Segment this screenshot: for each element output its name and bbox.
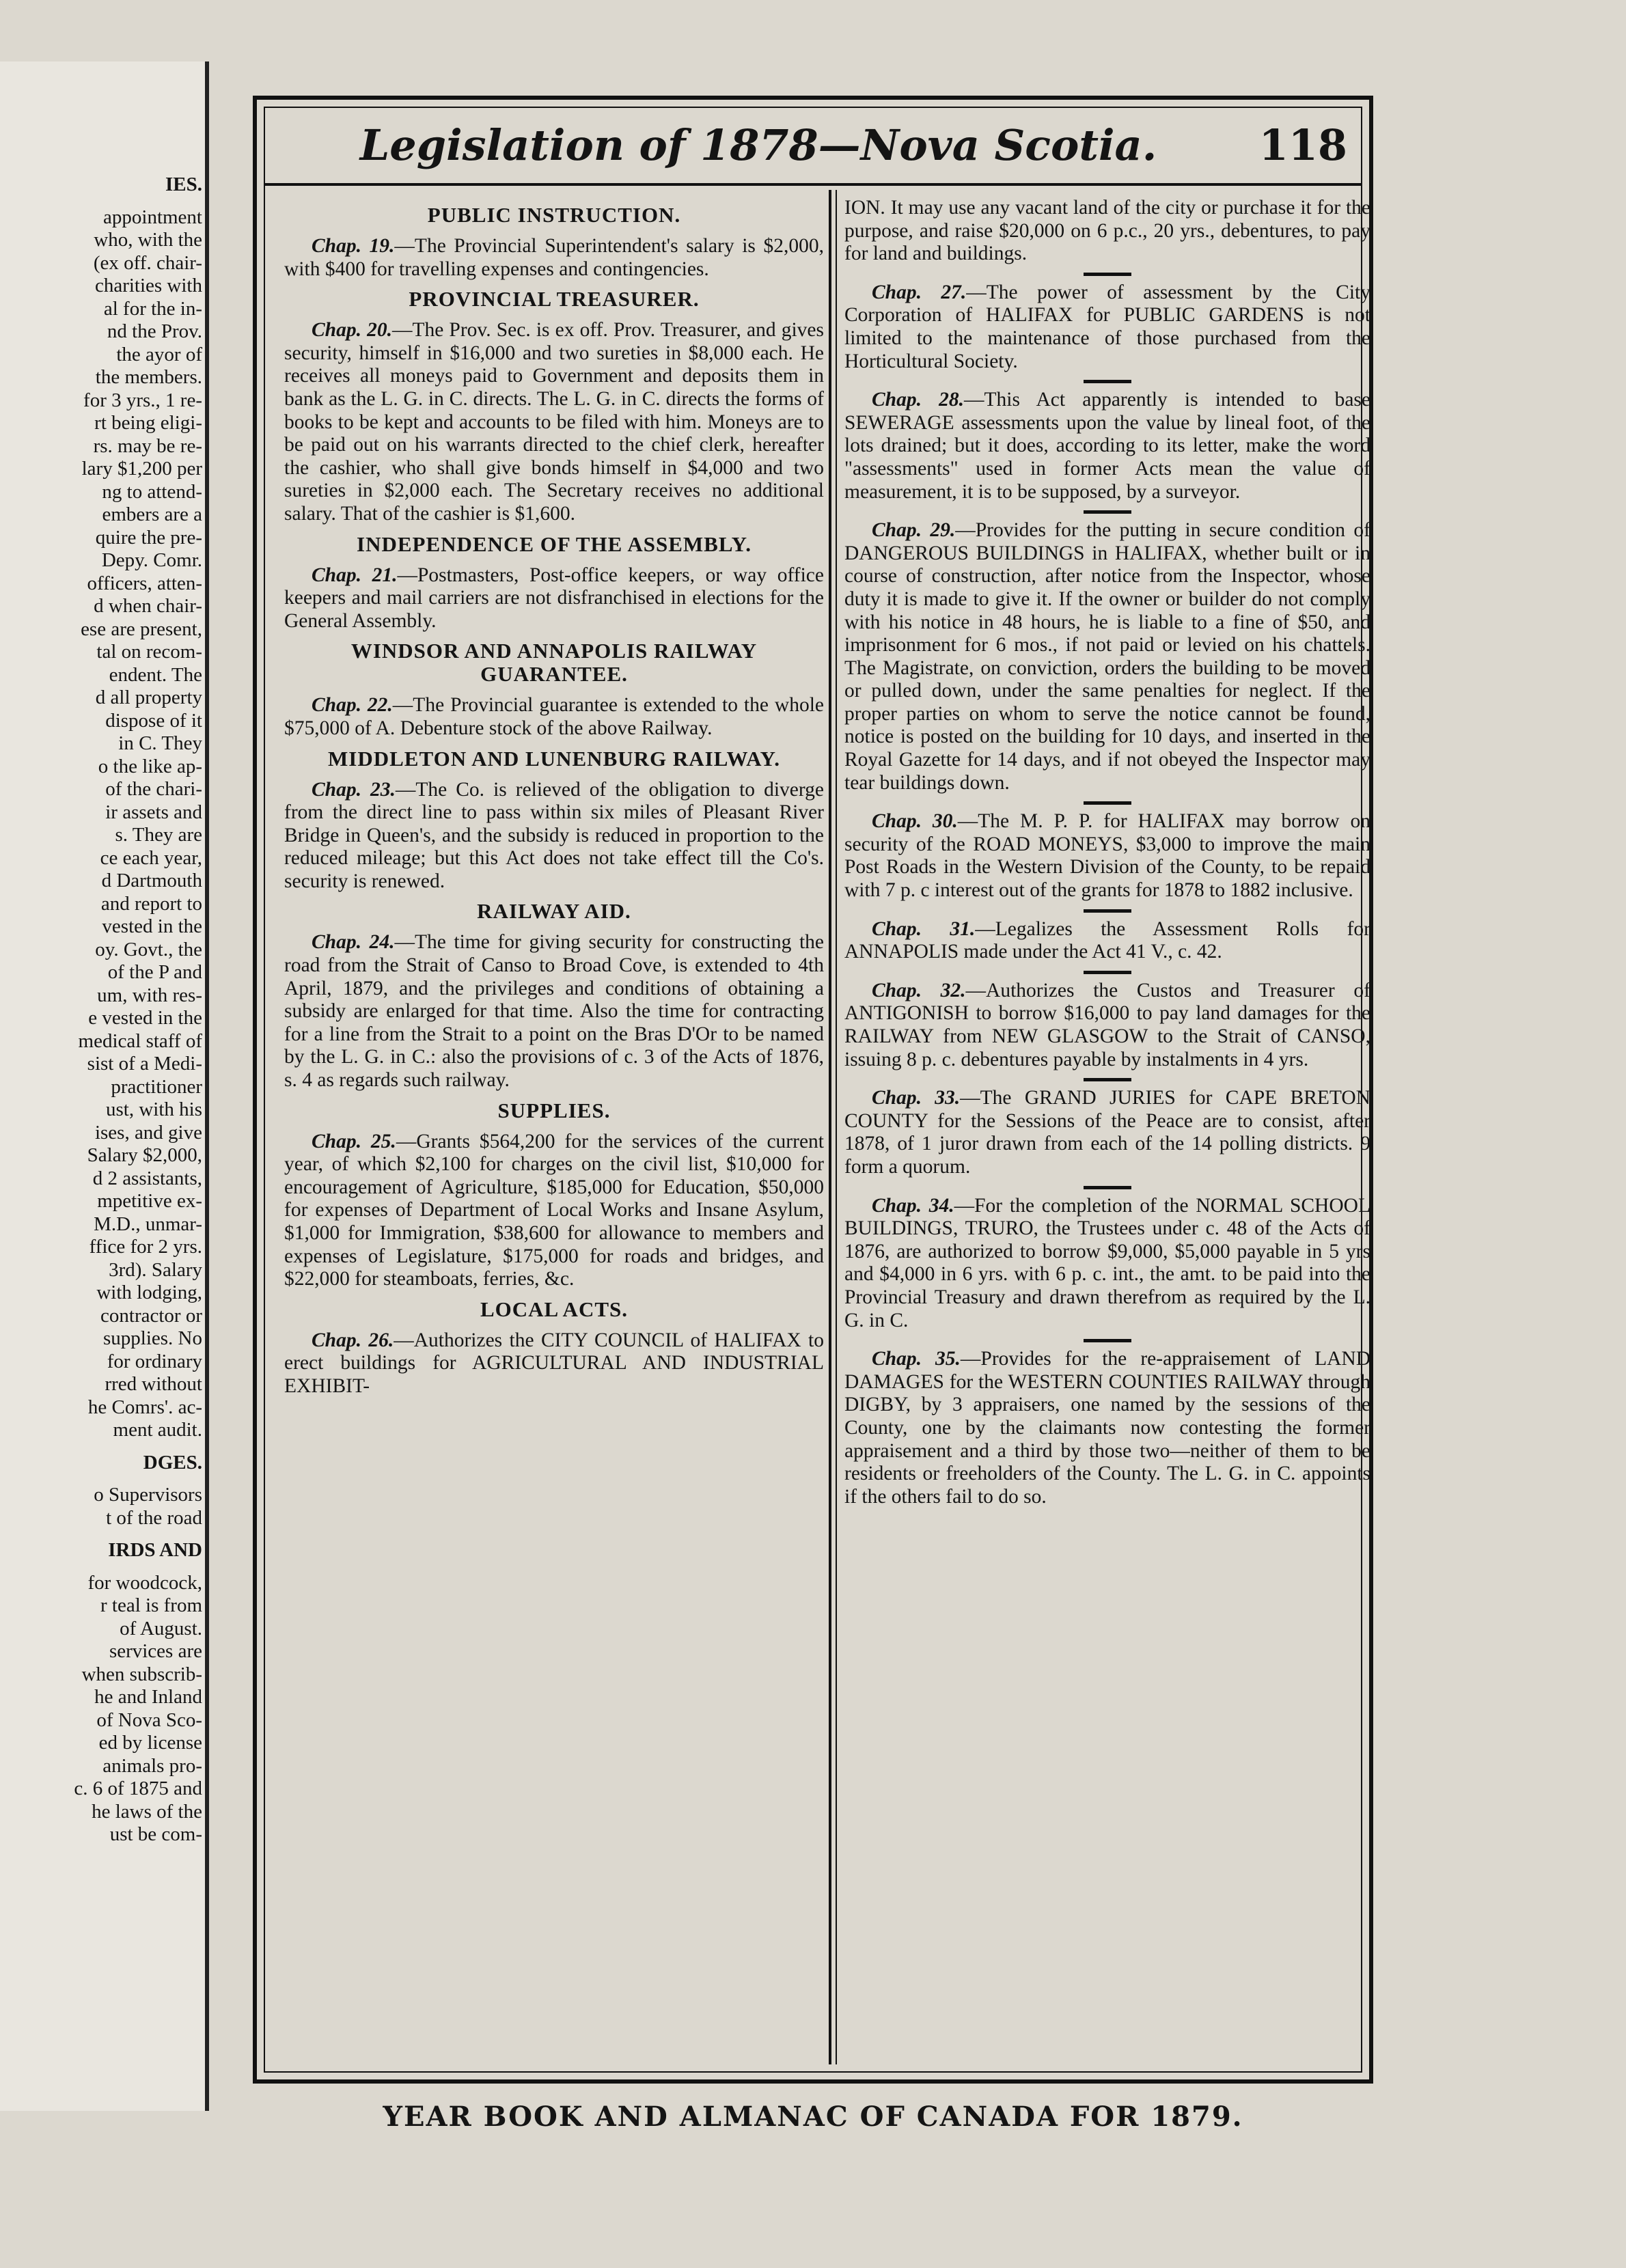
chapter-paragraph	[284, 779, 824, 894]
section-heading: MIDDLETON AND LUNENBURG RAILWAY.	[328, 746, 780, 771]
strip-line: o the like ap-	[98, 755, 202, 777]
strip-line: d Dartmouth	[101, 870, 202, 891]
chapter-text: —The Provincial Superintendent's salary is $2,000, with $400 for travelling expenses and contingencies.	[284, 235, 824, 280]
separator-rule	[1084, 1186, 1131, 1189]
chapter-paragraph	[284, 1131, 824, 1291]
chapter-paragraph	[844, 389, 1370, 503]
strip-line: supplies. No	[103, 1327, 202, 1349]
section-heading: LOCAL ACTS.	[480, 1297, 628, 1321]
section-heading: SUPPLIES.	[497, 1098, 611, 1122]
strip-line: he laws of the	[92, 1800, 202, 1823]
strip-line: contractor or	[100, 1304, 202, 1327]
strip-line: in C. They	[118, 732, 202, 754]
chapter-paragraph	[844, 980, 1370, 1071]
chapter-label: Chap. 35.	[872, 1348, 961, 1370]
separator-rule	[1084, 909, 1131, 913]
strip-line: and report to	[100, 892, 202, 915]
strip-line: of Nova Sco-	[96, 1709, 202, 1731]
adjacent-page-text	[4, 164, 202, 1847]
strip-line: charities with	[94, 275, 202, 296]
strip-line: s. They are	[115, 824, 202, 846]
strip-line: mpetitive ex-	[97, 1190, 202, 1212]
section-heading: INDEPENDENCE OF THE ASSEMBLY.	[357, 531, 752, 556]
chapter-text: —The M. P. P. for HALIFAX may borrow on security of the ROAD MONEYS, $3,000 to improve the main Post Roads in the Western Division of the County, to be repaid with 7 p. c interest out of the grants for 1878 to 1882 inclusive.	[844, 810, 1370, 902]
separator-rule	[1084, 1078, 1131, 1081]
strip-line: d all property	[95, 687, 202, 708]
strip-line: ce each year,	[100, 846, 202, 869]
strip-line: endent. The	[109, 663, 202, 686]
strip-line: of August.	[120, 1617, 202, 1640]
strip-line: ng to attend-	[102, 480, 202, 503]
page-title: Legislation of 1878—Nova Scotia.	[359, 120, 1157, 170]
chapter-text: —This Act apparently is intended to base SEWERAGE assessments upon the value by lineal foot, of the lots drained; but it does, according to its letter, make the word "assessments" used in former Acts mean the value of measurement, it is to be supposed, by a surveyor.	[844, 389, 1370, 503]
strip-line: ffice for 2 yrs.	[89, 1236, 202, 1258]
strip-line: e vested in the	[88, 1007, 202, 1029]
strip-line: t of the road	[106, 1506, 202, 1529]
strip-line: animals pro-	[102, 1754, 202, 1777]
strip-line: (ex off. chair-	[93, 251, 202, 274]
chapter-label: Chap. 31.	[872, 917, 976, 940]
strip-line: M.D., unmar-	[94, 1213, 202, 1235]
strip-line: 3rd). Salary	[109, 1258, 202, 1281]
strip-line: practitioner	[111, 1075, 202, 1098]
chapter-text: —The GRAND JURIES for CAPE BRETON COUNTY for the Sessions of the Peace are to consist, after 1878, of 1 juror drawn from each of the 14 polling districts. 9 form a quorum.	[844, 1087, 1370, 1178]
right-column	[844, 197, 1370, 2058]
chapter-text: —Authorizes the Custos and Treasurer of ANTIGONISH to borrow $16,000 to pay land damages for the RAILWAY from NEW GLASGOW to the Strait of CANSO, issuing 8 p. c. debentures payable by instalments in 4 yrs.	[844, 979, 1370, 1070]
strip-heading: IES.	[165, 174, 202, 195]
chapter-paragraph	[844, 1348, 1370, 1508]
chapter-label: Chap. 22.	[312, 694, 393, 717]
strip-line: when subscrib-	[81, 1663, 202, 1685]
chapter-paragraph	[844, 918, 1370, 964]
strip-line: d 2 assistants,	[92, 1167, 202, 1189]
chapter-text: —Provides for the re-appraisement of LAND DAMAGES for the WESTERN COUNTIES RAILWAY through DIGBY, by 3 appraisers, one named by the sessions of the County, one by the claimants now contesting the former appraisement and a third by those two—neither of them to be residents or freeholders of the County. The L. G. in C. appoints if the others fail to do so.	[844, 1348, 1370, 1508]
strip-line: of the chari-	[105, 778, 202, 800]
strip-line: quire the pre-	[95, 526, 202, 549]
section-heading: WINDSOR AND ANNAPOLIS RAILWAY GUARANTEE.	[350, 639, 758, 687]
strip-line: dispose of it	[105, 709, 202, 732]
strip-line: d when chair-	[94, 595, 202, 617]
chapter-paragraph	[844, 1195, 1370, 1333]
chapter-label: Chap. 23.	[312, 778, 396, 801]
strip-line: ust be com-	[109, 1823, 202, 1845]
separator-rule	[1084, 510, 1131, 514]
chapter-paragraph	[284, 235, 824, 281]
separator-rule	[1084, 801, 1131, 805]
page-number: 118	[1258, 120, 1347, 170]
chapter-label: Chap. 28.	[872, 389, 964, 411]
chapter-text: —The power of assessment by the City Corporation of HALIFAX for PUBLIC GARDENS is not limited to the maintenance of those purchased from the Horticultural Society.	[844, 281, 1370, 372]
chapter-label: Chap. 26.	[312, 1329, 394, 1351]
chapter-label: Chap. 30.	[872, 810, 958, 833]
chapter-paragraph	[844, 197, 1370, 266]
page-footer: YEAR BOOK AND ALMANAC OF CANADA FOR 1879.	[383, 2101, 1243, 2133]
left-column	[284, 197, 824, 2058]
chapter-label: Chap. 34.	[872, 1194, 954, 1217]
section-heading: PUBLIC INSTRUCTION.	[427, 203, 681, 227]
strip-line: Depy. Comr.	[101, 549, 202, 571]
chapter-label: Chap. 20.	[312, 319, 392, 342]
strip-line: ment audit.	[113, 1419, 202, 1441]
chapter-text: —Authorizes the CITY COUNCIL of HALIFAX to erect buildings for AGRICULTURAL AND INDUSTRIAL EXHIBIT-	[284, 1329, 824, 1397]
chapter-label: Chap. 21.	[312, 564, 398, 586]
strip-line: sist of a Medi-	[87, 1053, 202, 1075]
separator-rule	[1084, 1339, 1131, 1342]
chapter-label: Chap. 29.	[872, 519, 956, 542]
column-divider-thin	[836, 190, 837, 2064]
strip-line: tal on recom-	[96, 641, 202, 663]
strip-line: oy. Govt., the	[95, 938, 202, 960]
chapter-label: Chap. 24.	[312, 931, 395, 954]
chapter-text: —Provides for the putting in secure condition of DANGEROUS BUILDINGS in HALIFAX, whether built or in course of construction, after notice from the Inspector, whose duty it is made to give it. If the owner or builder do not comply with his notice in 48 hours, he is liable to a fine of $50, and imprisonment for 6 mos., if not paid or levied on his chattels. The Magistrate, on conviction, orders the building to be moved or pulled down, under the same penalties for neglect. If the proper parties on whom to serve the notice cannot be found, notice is posted on the building for 10 days, and inserted in the Royal Gazette for 14 days, and if not obeyed the Inspector may tear buildings down.	[844, 519, 1370, 794]
strip-line: officers, atten-	[87, 572, 202, 594]
chapter-label: Chap. 25.	[312, 1130, 396, 1152]
separator-rule	[1084, 971, 1131, 974]
strip-line: ust, with his	[106, 1098, 202, 1120]
separator-rule	[1084, 273, 1131, 276]
chapter-text: —Postmasters, Post-office keepers, or way office keepers and mail carriers are not disfranchised in elections for the General Assembly.	[284, 564, 824, 632]
strip-line: ir assets and	[105, 801, 202, 823]
strip-heading: IRDS AND	[108, 1539, 202, 1561]
chapter-paragraph	[844, 519, 1370, 794]
chapter-paragraph	[844, 1087, 1370, 1178]
strip-line: medical staff of	[78, 1029, 202, 1052]
strip-line: o Supervisors	[94, 1484, 202, 1506]
strip-line: embers are a	[102, 503, 202, 525]
strip-line: the members.	[95, 366, 202, 388]
chapter-text: —The time for giving security for constructing the road from the Strait of Canso to Broad Cove, is extended to 4th April, 1879, and the privileges and conditions of obtaining a subsidy are enlarged for that time. Also the time for contracting for a line from the Strait to a point on the Bras D'Or to be named by the L. G. in C.: also the provisions of c. 3 of the Acts of 1876, s. 4 as regards such railway.	[284, 931, 824, 1092]
column-divider	[829, 190, 831, 2064]
chapter-paragraph	[284, 931, 824, 1092]
strip-line: rt being eligi-	[94, 412, 202, 434]
page-frame-inner	[264, 107, 1370, 2073]
chapter-text: —For the completion of the NORMAL SCHOOL BUILDINGS, TRURO, the Trustees under c. 48 of the Acts of 1876, are authorized to borrow $9,000, $5,000 payable in 5 yrs and $4,000 in 6 yrs. with 6 p. c. int., the amt. to be paid into the Provincial Treasury and drawn therefrom as required by the L. G. in C.	[844, 1194, 1370, 1331]
chapter-paragraph	[844, 281, 1370, 373]
chapter-text: —Legalizes the Assessment Rolls for ANNAPOLIS made under the Act 41 V., c. 42.	[844, 917, 1370, 963]
chapter-paragraph	[284, 564, 824, 633]
strip-line: ises, and give	[94, 1121, 202, 1144]
strip-line: with lodging,	[96, 1282, 202, 1303]
strip-line: he Comrs'. ac-	[87, 1396, 202, 1418]
page-header	[265, 108, 1361, 186]
chapter-label: Chap. 33.	[872, 1087, 961, 1109]
chapter-paragraph	[284, 319, 824, 525]
strip-line: the ayor of	[116, 343, 202, 365]
strip-line: he and Inland	[94, 1686, 202, 1708]
separator-rule	[1084, 380, 1131, 383]
strip-line: al for the in-	[103, 297, 202, 320]
section-heading: PROVINCIAL TREASURER.	[409, 287, 700, 312]
strip-line: nd the Prov.	[107, 320, 202, 342]
chapter-text: —The Prov. Sec. is ex off. Prov. Treasurer, and gives security, himself in $16,000 and two sureties in $8,000 each. He receives all moneys paid to Government and deposits them in bank as the L. G. in C. directs. The L. G. in C. directs the forms of books to be kept and accounts to be filed with him. Moneys are to be paid out on his warrants directed to the chief clerk, hereafter the cashier, who shall give bonds himself in $4,000 and two sureties in $2,000 each. The Secretary receives no additional salary. That of the cashier is $1,600.	[284, 319, 824, 525]
strip-heading: DGES.	[143, 1451, 202, 1474]
strip-line: for 3 yrs., 1 re-	[83, 389, 202, 411]
strip-line: c. 6 of 1875 and	[74, 1778, 202, 1799]
strip-line: rred without	[105, 1373, 202, 1395]
strip-line: who, with the	[94, 229, 202, 251]
page-frame	[253, 96, 1373, 2084]
chapter-paragraph	[284, 1329, 824, 1398]
strip-line: ed by license	[98, 1732, 202, 1754]
strip-line: r teal is from	[100, 1594, 202, 1616]
strip-line: lary $1,200 per	[81, 458, 202, 480]
section-heading: RAILWAY AID.	[477, 899, 631, 924]
chapter-text: ION. It may use any vacant land of the city or purchase it for the purpose, and raise $20,000 on 6 p.c., 20 yrs., debentures, to pay for land and buildings.	[844, 197, 1370, 265]
strip-line: Salary $2,000,	[87, 1144, 202, 1166]
chapter-paragraph	[284, 694, 824, 740]
strip-line: appointment	[103, 206, 202, 228]
chapter-label: Chap. 19.	[312, 235, 395, 257]
chapter-label: Chap. 32.	[872, 979, 966, 1001]
chapter-text: —Grants $564,200 for the services of the current year, of which $2,100 for charges on the civil list, $10,000 for encouragement of Agriculture, $185,000 for Education, $50,000 for expenses of Department of Local Works and Insane Asylum, $1,000 for Immigration, $38,600 for allowance to members and expenses of Legislature, $175,000 for roads and bridges, and $22,000 for steamboats, ferries, &c.	[284, 1130, 824, 1290]
strip-line: um, with res-	[97, 984, 202, 1006]
strip-line: for ordinary	[107, 1350, 202, 1372]
chapter-paragraph	[844, 810, 1370, 902]
strip-line: rs. may be re-	[93, 434, 202, 457]
chapter-text: —The Co. is relieved of the obligation to diverge from the direct line to pass within six miles of Pleasant River Bridge in Queen's, and the subsidy is reduced in proportion to the reduced mileage; but this Act does not take effect till the Co's. security is renewed.	[284, 778, 824, 892]
strip-line: of the P and	[107, 961, 202, 983]
chapter-label: Chap. 27.	[872, 281, 967, 303]
strip-line: ese are present,	[81, 618, 202, 640]
strip-line: services are	[109, 1640, 202, 1662]
adjacent-page-strip	[0, 61, 209, 2111]
strip-line: vested in the	[102, 915, 202, 937]
chapter-text: —The Provincial guarantee is extended to the whole $75,000 of A. Debenture stock of the above Railway.	[284, 694, 824, 739]
strip-line: for woodcock,	[87, 1571, 202, 1594]
